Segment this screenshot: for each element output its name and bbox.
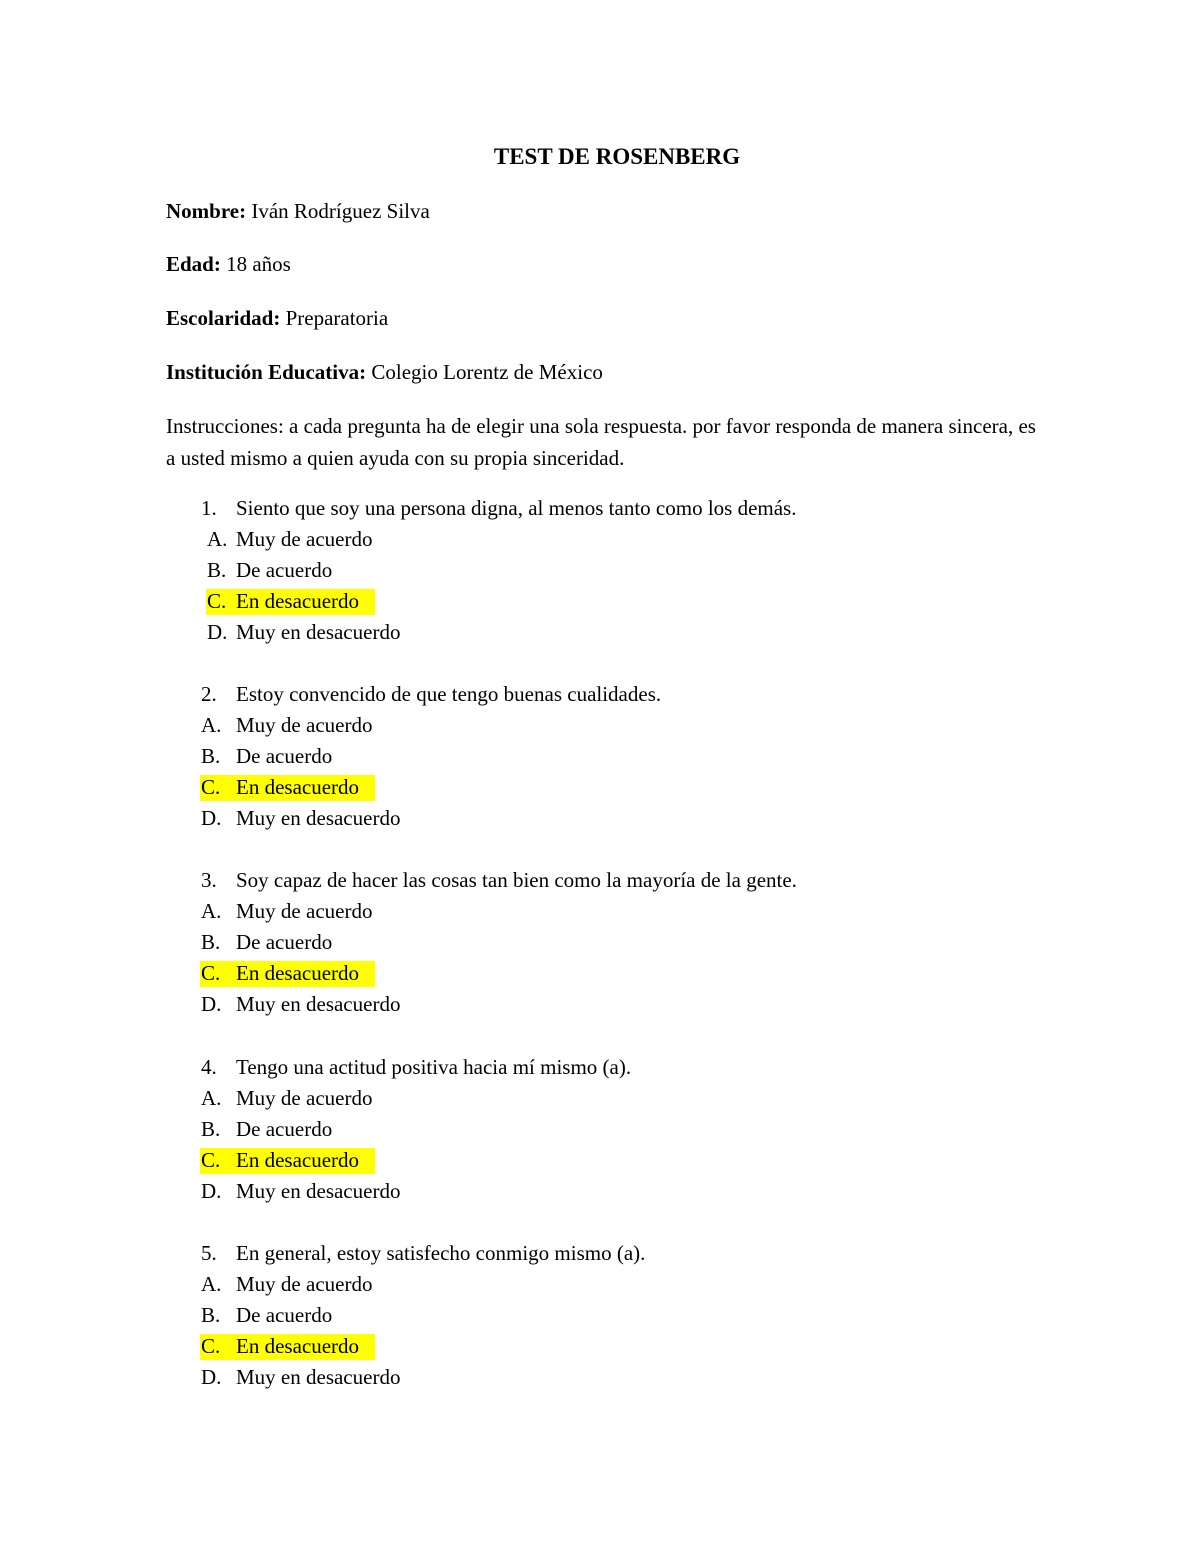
question-number: 1.: [201, 496, 217, 520]
question-4: [0, 1052, 1200, 1207]
document-title: TEST DE ROSENBERG: [493, 144, 741, 169]
answer-option[interactable]: [0, 1114, 1200, 1145]
answer-option[interactable]: [0, 710, 1200, 741]
option-letter: B.: [201, 1117, 221, 1141]
question-1: [0, 493, 1200, 648]
option-text: En desacuerdo: [236, 961, 360, 985]
option-text: De acuerdo: [236, 744, 333, 768]
schooling-label: Escolaridad:: [166, 306, 281, 330]
option-text: Muy en desacuerdo: [236, 992, 401, 1016]
question-number: 3.: [201, 868, 217, 892]
option-letter: C.: [207, 589, 227, 613]
option-text: Muy de acuerdo: [236, 1086, 373, 1110]
option-letter: B.: [201, 930, 221, 954]
option-letter: D.: [201, 1179, 222, 1203]
question-row: [0, 865, 1200, 896]
option-text: En desacuerdo: [236, 1334, 360, 1358]
answer-option[interactable]: [0, 772, 1200, 803]
option-letter: A.: [201, 713, 222, 737]
answer-option[interactable]: [0, 555, 1200, 586]
option-letter: B.: [207, 558, 227, 582]
option-letter: A.: [207, 527, 228, 551]
schooling-field: [166, 303, 388, 333]
answer-option[interactable]: [0, 803, 1200, 834]
name-field: [166, 196, 430, 226]
option-text: De acuerdo: [236, 558, 333, 582]
option-letter: A.: [201, 899, 222, 923]
institution-value: Colegio Lorentz de México: [371, 360, 603, 384]
option-text: Muy en desacuerdo: [236, 1179, 401, 1203]
option-text: De acuerdo: [236, 1117, 333, 1141]
option-text: En desacuerdo: [236, 775, 360, 799]
answer-option[interactable]: [0, 524, 1200, 555]
answer-option[interactable]: [0, 1300, 1200, 1331]
instructions-paragraph: Instrucciones: a cada pregunta ha de elegir una sola respuesta. por favor responda de manera sincera, es a usted mismo a quien ayuda con su propia sinceridad.: [166, 414, 1036, 470]
question-text: Tengo una actitud positiva hacia mí mismo (a).: [236, 1055, 632, 1079]
answer-option[interactable]: [0, 927, 1200, 958]
question-text: En general, estoy satisfecho conmigo mismo (a).: [236, 1241, 646, 1265]
option-text: De acuerdo: [236, 930, 333, 954]
option-letter: A.: [201, 1272, 222, 1296]
question-text: Soy capaz de hacer las cosas tan bien como la mayoría de la gente.: [236, 868, 797, 892]
answer-option[interactable]: [0, 586, 1200, 617]
answer-option[interactable]: [0, 1083, 1200, 1114]
answer-option[interactable]: [0, 989, 1200, 1020]
answer-option[interactable]: [0, 617, 1200, 648]
question-2: [0, 679, 1200, 834]
option-letter: C.: [201, 1148, 221, 1172]
question-text: Siento que soy una persona digna, al menos tanto como los demás.: [236, 496, 797, 520]
option-text: Muy en desacuerdo: [236, 1365, 401, 1389]
answer-option[interactable]: [0, 1362, 1200, 1393]
option-text: Muy de acuerdo: [236, 1272, 373, 1296]
option-text: De acuerdo: [236, 1303, 333, 1327]
question-5: [0, 1238, 1200, 1393]
option-text: Muy de acuerdo: [236, 713, 373, 737]
option-letter: B.: [201, 1303, 221, 1327]
schooling-value: Preparatoria: [285, 306, 389, 330]
option-letter: D.: [201, 992, 222, 1016]
option-text: Muy de acuerdo: [236, 899, 373, 923]
option-letter: D.: [201, 806, 222, 830]
name-label: Nombre:: [166, 199, 247, 223]
option-letter: D.: [201, 1365, 222, 1389]
question-row: [0, 1052, 1200, 1083]
name-value: Iván Rodríguez Silva: [251, 199, 430, 223]
option-letter: C.: [201, 1334, 221, 1358]
option-letter: B.: [201, 744, 221, 768]
age-value: 18 años: [226, 252, 291, 276]
answer-option[interactable]: [0, 1145, 1200, 1176]
age-field: [166, 249, 291, 279]
institution-label: Institución Educativa:: [166, 360, 367, 384]
option-text: Muy en desacuerdo: [236, 806, 401, 830]
option-letter: A.: [201, 1086, 222, 1110]
option-text: En desacuerdo: [236, 1148, 360, 1172]
option-letter: C.: [201, 775, 221, 799]
age-label: Edad:: [166, 252, 221, 276]
answer-option[interactable]: [0, 1269, 1200, 1300]
question-number: 4.: [201, 1055, 217, 1079]
answer-option[interactable]: [0, 1331, 1200, 1362]
option-text: En desacuerdo: [236, 589, 360, 613]
institution-field: [166, 357, 603, 387]
answer-option[interactable]: [0, 741, 1200, 772]
answer-option[interactable]: [0, 958, 1200, 989]
question-text: Estoy convencido de que tengo buenas cualidades.: [236, 682, 662, 706]
question-number: 2.: [201, 682, 217, 706]
question-row: [0, 1238, 1200, 1269]
option-letter: D.: [207, 620, 228, 644]
question-row: [0, 679, 1200, 710]
answer-option[interactable]: [0, 896, 1200, 927]
question-3: [0, 865, 1200, 1020]
option-text: Muy en desacuerdo: [236, 620, 401, 644]
option-letter: C.: [201, 961, 221, 985]
option-text: Muy de acuerdo: [236, 527, 373, 551]
question-row: [0, 493, 1200, 524]
question-number: 5.: [201, 1241, 217, 1265]
answer-option[interactable]: [0, 1176, 1200, 1207]
